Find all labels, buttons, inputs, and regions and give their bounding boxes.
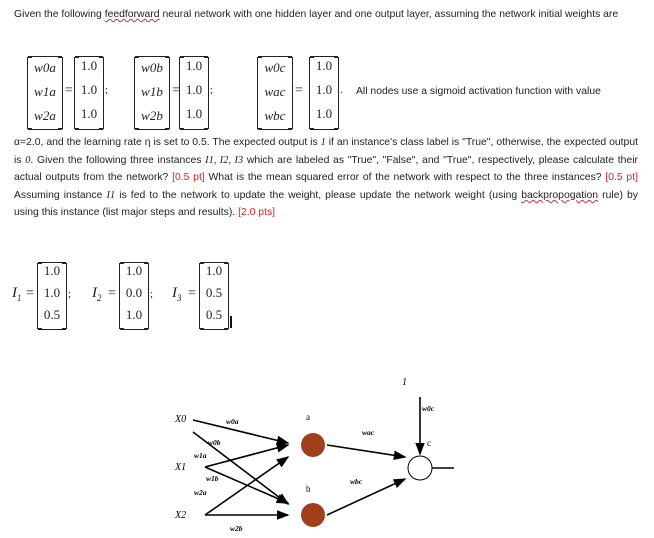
equals-sign: = xyxy=(172,83,180,98)
instance-name: $I_3$ xyxy=(172,285,182,303)
input-x2-label: X2 xyxy=(175,510,187,521)
equals-sign: = xyxy=(65,83,73,98)
separator: ; xyxy=(105,84,109,96)
node-c-label: c xyxy=(427,438,431,448)
edge-label-w0b: w0b xyxy=(208,438,221,447)
matrix-cell: 1.0 xyxy=(43,263,61,278)
matrix-cell: w1b xyxy=(141,84,163,99)
instance-name: $I_1$ xyxy=(12,285,22,303)
matrix-cell: w2b xyxy=(141,108,163,123)
separator: . xyxy=(340,84,343,96)
t: I1, I2, I3 xyxy=(205,154,244,166)
t: What is the mean squared error of the network with respect to the three instances? xyxy=(204,172,606,184)
separator: ; xyxy=(210,84,214,96)
edge-x2-a xyxy=(205,457,288,515)
t: . Given the following three instances xyxy=(30,154,206,166)
edge-label-w2b: w2b xyxy=(230,524,243,533)
matrix-cell: wac xyxy=(264,84,286,99)
matrix-cell: 1.0 xyxy=(80,106,98,121)
t: which are labeled as "True", "False", and "True", respectively, please calculate their actual outputs from the network? xyxy=(14,154,638,184)
matrix-cell: 1.0 xyxy=(185,82,203,97)
activation-text: All nodes use a sigmoid activation function with value xyxy=(356,86,601,97)
matrix-cell: 1.0 xyxy=(205,263,223,278)
edge-label-w1b: w1b xyxy=(206,474,219,483)
spellcheck-word: feedforward xyxy=(104,9,160,20)
t: is fed to the network to update the weight, please update the network weight (using xyxy=(115,189,522,201)
input-x1-label: X1 xyxy=(175,462,187,473)
matrix-cell: 0.0 xyxy=(125,285,143,300)
t: if an instance's class label is "True", otherwise, the expected output is xyxy=(14,137,638,166)
edge-label-w1a: w1a xyxy=(194,451,207,460)
separator: ; xyxy=(68,288,72,300)
matrix-cell: 1.0 xyxy=(125,263,143,278)
edge-label-wac: wac xyxy=(362,428,375,437)
node-a-label: a xyxy=(306,412,310,422)
matrix-cell: 0.5 xyxy=(43,307,61,322)
matrix-cell: w0b xyxy=(141,60,163,75)
matrix-cell: 0.5 xyxy=(205,307,223,322)
matrix-cell: 1.0 xyxy=(80,82,98,97)
edge-b-c xyxy=(327,479,405,515)
edge-label-w0a: w0a xyxy=(226,417,239,426)
matrix-cell: 1.0 xyxy=(80,58,98,73)
edge-a-c xyxy=(327,445,405,457)
t: I1 xyxy=(106,189,116,201)
edge-label-wbc: wbc xyxy=(350,477,363,486)
equals-sign: = xyxy=(295,83,303,98)
matrix-cell: w0a xyxy=(34,60,56,75)
hidden-node-a xyxy=(301,433,325,457)
equals-sign: = xyxy=(26,286,34,301)
matrix-cell: 1.0 xyxy=(185,106,203,121)
matrix-cell: w2a xyxy=(34,108,56,123)
matrix-cell: wbc xyxy=(264,108,286,123)
t: α=2.0, and the learning rate η is set to 0.5. The expected output is xyxy=(14,137,321,148)
bias-label: 1 xyxy=(402,377,407,388)
edge-label-w0c: w0c xyxy=(422,404,435,413)
matrix-cell: 0.5 xyxy=(205,285,223,300)
points-label: [0.5 pt] xyxy=(605,172,638,184)
matrix-cell: 1.0 xyxy=(185,58,203,73)
matrix-cell: 1.0 xyxy=(315,58,333,73)
matrix-cell: 1.0 xyxy=(315,82,333,97)
matrix-cell: 1.0 xyxy=(315,106,333,121)
edge-x1-a xyxy=(205,445,288,467)
matrix-cell: w1a xyxy=(34,84,56,99)
equals-sign: = xyxy=(188,286,196,301)
matrix-cell: w0c xyxy=(264,60,286,75)
node-b-label: b xyxy=(306,484,311,494)
t: 1 xyxy=(320,137,326,148)
input-x0-label: X0 xyxy=(175,414,187,425)
matrix-cell: 1.0 xyxy=(43,285,61,300)
t: 0 xyxy=(25,154,31,166)
spellcheck-word: backpropogation xyxy=(521,189,599,201)
matrix-cell: 1.0 xyxy=(125,307,143,322)
intro-text-2: neural network with one hidden layer and one output layer, assuming the network initial weights are xyxy=(159,9,619,20)
equals-sign: = xyxy=(108,286,116,301)
points-label: [2.0 pts] xyxy=(238,207,276,219)
points-label: [0.5 pt] xyxy=(172,172,205,184)
t: Assuming instance xyxy=(14,189,107,201)
separator: ; xyxy=(150,288,154,300)
instance-name: $I_2$ xyxy=(92,285,102,303)
hidden-node-b xyxy=(301,503,325,527)
edge-label-w2a: w2a xyxy=(194,488,207,497)
t: rule) by using this instance (list major steps and results). xyxy=(14,189,638,219)
intro-text: Given the following xyxy=(14,9,105,20)
output-node-c xyxy=(408,456,432,480)
